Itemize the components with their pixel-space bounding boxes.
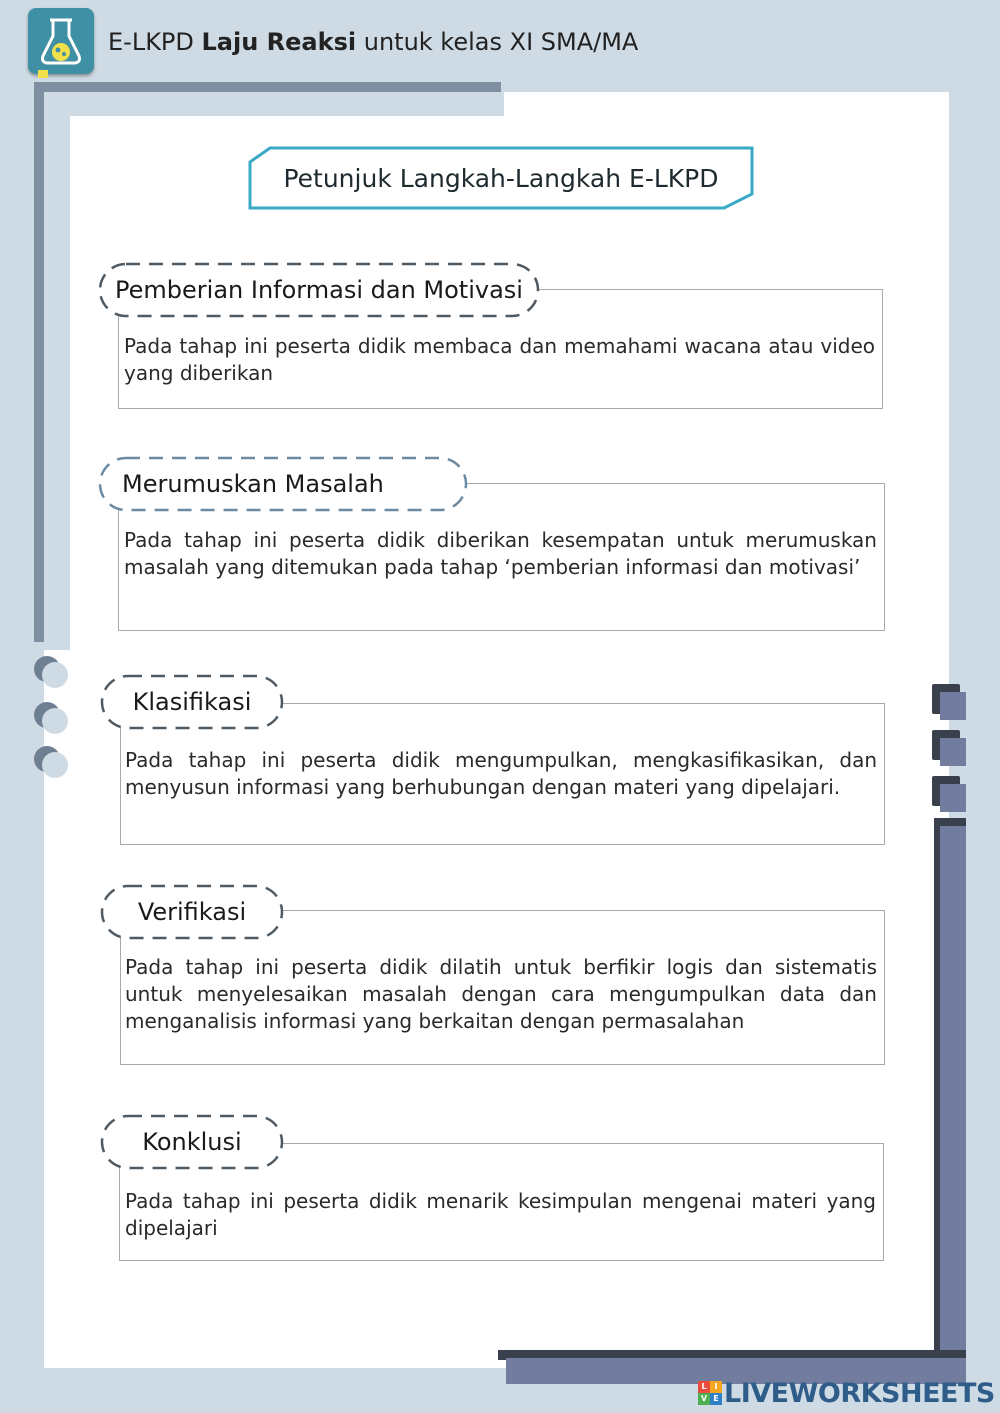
binder-ring-icon [34, 746, 68, 780]
frame-bar-right-accent [940, 826, 966, 1378]
frame-bar-top [34, 82, 501, 92]
binder-tab [932, 684, 966, 720]
logo-tab [38, 70, 48, 78]
step-label: Verifikasi [137, 898, 247, 926]
step-description: Pada tahap ini peserta didik membaca dan memahami wacana atau video yang diberikan [124, 334, 875, 385]
step-label: Pemberian Informasi dan Motivasi [115, 276, 523, 304]
frame-accent-top [44, 92, 504, 116]
step-label-pill [100, 1114, 284, 1170]
step-description: Pada tahap ini peserta didik menarik kesimpulan mengenai materi yang dipelajari [125, 1189, 876, 1240]
header-title: E-LKPD Laju Reaksi untuk kelas XI SMA/MA [108, 28, 639, 56]
binder-tab [932, 776, 966, 812]
step-label: Merumuskan Masalah [122, 470, 384, 498]
step-description: Pada tahap ini peserta didik dilatih untuk berfikir logis dan sistematis untuk menyelesaikan masalah dengan cara mengumpulkan data dan menganalisis informasi yang berkaitan dengan permasalahan [125, 955, 877, 1033]
frame-accent-left [44, 116, 70, 650]
watermark-text: LIVEWORKSHEETS [724, 1377, 995, 1409]
binder-ring-icon [34, 702, 68, 736]
frame-bar-left [34, 82, 44, 642]
page-title: Petunjuk Langkah-Langkah E-LKPD [283, 163, 719, 193]
step-label-pill [98, 456, 468, 512]
binder-ring-icon [34, 656, 68, 690]
step-label: Klasifikasi [132, 688, 252, 716]
binder-tab [932, 730, 966, 766]
step-description: Pada tahap ini peserta didik diberikan kesempatan untuk merumuskan masalah yang ditemukan pada tahap ‘pemberian informasi dan motivasi’ [124, 528, 877, 579]
step-label-pill [100, 884, 284, 940]
step-label-pill [98, 262, 540, 318]
step-description: Pada tahap ini peserta didik mengumpulkan, mengkasifikasikan, dan menyusun informasi yang berhubungan dengan materi yang dipelajari. [125, 748, 877, 799]
page-title-box [248, 146, 754, 210]
step-label-pill [100, 674, 284, 730]
step-label: Konklusi [142, 1128, 242, 1156]
flask-logo-icon [28, 8, 94, 74]
liveworksheets-watermark[interactable] [698, 1378, 995, 1408]
liveworksheets-logo-icon: L I V E [698, 1381, 722, 1405]
